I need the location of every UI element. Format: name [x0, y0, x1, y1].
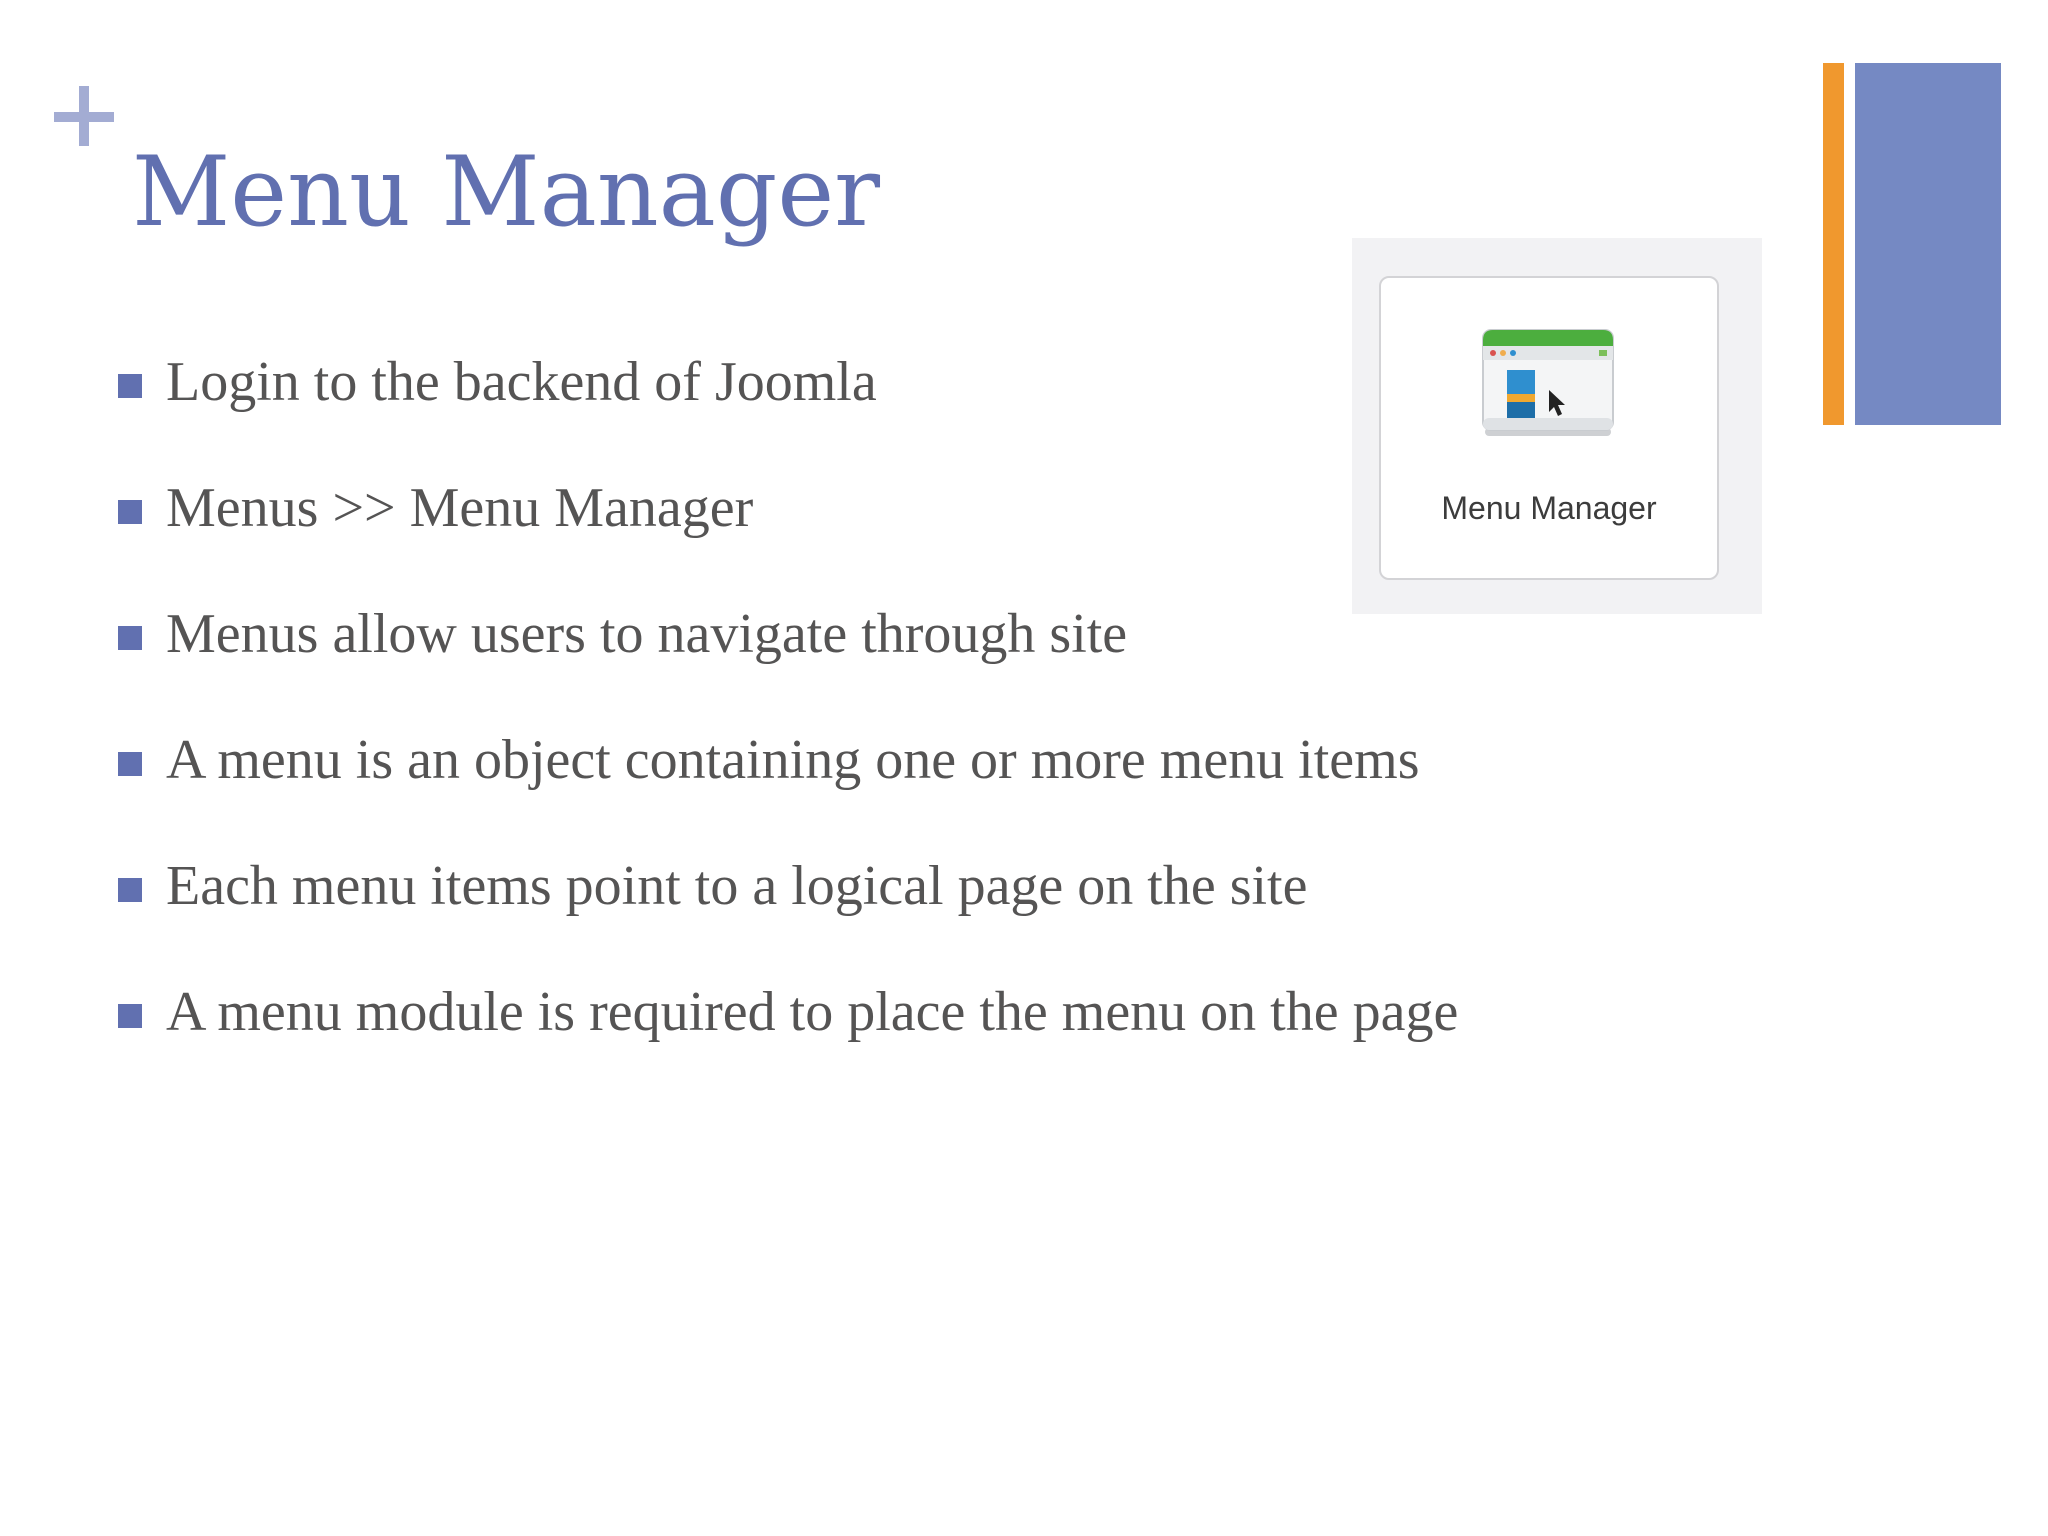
accent-bar-blue [1855, 63, 2001, 425]
menu-manager-label: Menu Manager [1441, 490, 1657, 526]
bullet-text: Each menu items point to a logical page on the site [166, 855, 1308, 917]
accent-bar-orange [1823, 63, 1844, 425]
bullet-item [118, 592, 1458, 718]
bullet-item [118, 466, 1458, 592]
bullet-square-icon [118, 374, 142, 398]
menu-manager-icon [1481, 324, 1615, 442]
bullet-list [118, 340, 1458, 1096]
bullet-square-icon [118, 752, 142, 776]
menu-manager-screenshot [1352, 238, 1762, 614]
bullet-item [118, 970, 1458, 1096]
slide-title: Menu Manager [132, 136, 881, 248]
menu-manager-tile [1379, 276, 1719, 580]
plus-icon [54, 86, 114, 146]
bullet-square-icon [118, 878, 142, 902]
bullet-text: Login to the backend of Joomla [166, 351, 877, 413]
bullet-text: Menus allow users to navigate through site [166, 603, 1128, 665]
bullet-square-icon [118, 626, 142, 650]
bullet-item [118, 844, 1458, 970]
bullet-item [118, 718, 1458, 844]
bullet-square-icon [118, 500, 142, 524]
bullet-text: A menu module is required to place the menu on the page [166, 981, 1459, 1043]
bullet-item [118, 340, 1458, 466]
bullet-text: A menu is an object containing one or more menu items [166, 729, 1420, 791]
bullet-square-icon [118, 1004, 142, 1028]
bullet-text: Menus >> Menu Manager [166, 477, 754, 539]
